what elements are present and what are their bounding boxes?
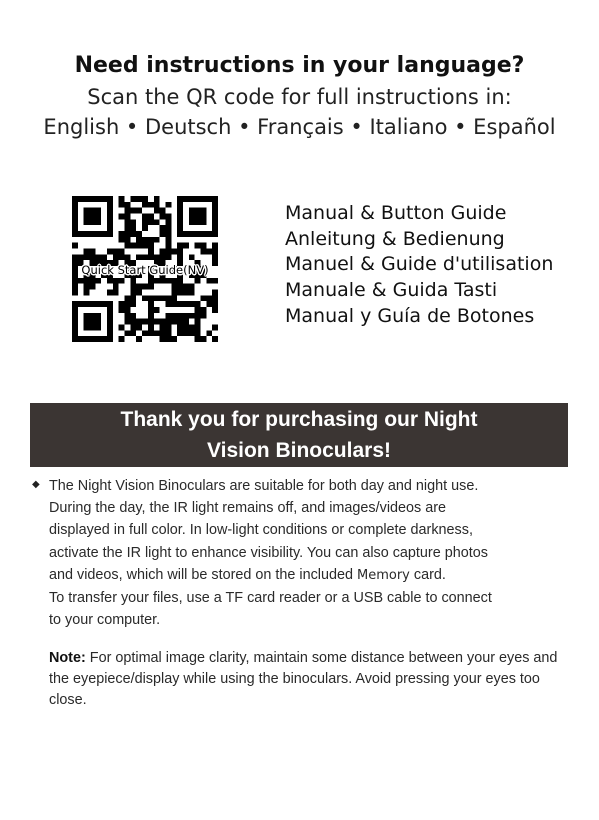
header: [0, 50, 599, 142]
body-line: displayed in full color. In low-light conditions or complete darkness,: [49, 522, 473, 539]
diamond-bullet-icon: ◆: [32, 479, 40, 490]
guide-item-fr: Manuel & Guide d'utilisation: [285, 253, 554, 276]
body-paragraph: [49, 475, 574, 631]
body-line: activate the IR light to enhance visibility. You can also capture photos: [49, 544, 488, 561]
body-line: to your computer.: [49, 612, 161, 629]
qr-finder: [177, 196, 218, 237]
qr-finder: [72, 196, 113, 237]
note-text: For optimal image clarity, maintain some distance between your eyes and the eyepiece/display while using the binoculars. Avoid pressing your eyes too close.: [49, 650, 558, 708]
guide-item-en: Manual & Button Guide: [285, 202, 507, 224]
body-line-end: card.: [413, 566, 446, 583]
qr-label: Quick Start Guide(NV): [81, 263, 209, 277]
banner-line-2: Vision Binoculars!: [207, 439, 391, 462]
guide-item-de: Anleitung & Bedienung: [285, 227, 505, 250]
note-label: Note:: [49, 650, 86, 666]
qr-finder: [72, 301, 113, 342]
guide-item-it: Manuale & Guida Tasti: [285, 279, 498, 302]
thank-you-banner: [30, 403, 568, 467]
banner-line-1: Thank you for purchasing our Night: [120, 408, 478, 431]
body-line: During the day, the IR light remains off, and images/videos are: [49, 500, 447, 517]
memory-word: Memory: [357, 567, 410, 583]
language-list: English • Deutsch • Français • Italiano • Español: [43, 115, 556, 139]
body-line: The Night Vision Binoculars are suitable for both day and night use.: [49, 478, 479, 494]
header-subtitle: Scan the QR code for full instructions in:: [87, 85, 512, 109]
note-paragraph: [49, 648, 574, 711]
body-line: [49, 564, 574, 587]
guide-item-es: Manual y Guía de Botones: [285, 304, 535, 327]
header-title: Need instructions in your language?: [74, 53, 525, 78]
body-line: To transfer your files, use a TF card reader or a USB cable to connect: [49, 590, 492, 607]
body-line-text: and videos, which will be stored on the included: [49, 566, 353, 583]
guide-list: [285, 201, 553, 330]
